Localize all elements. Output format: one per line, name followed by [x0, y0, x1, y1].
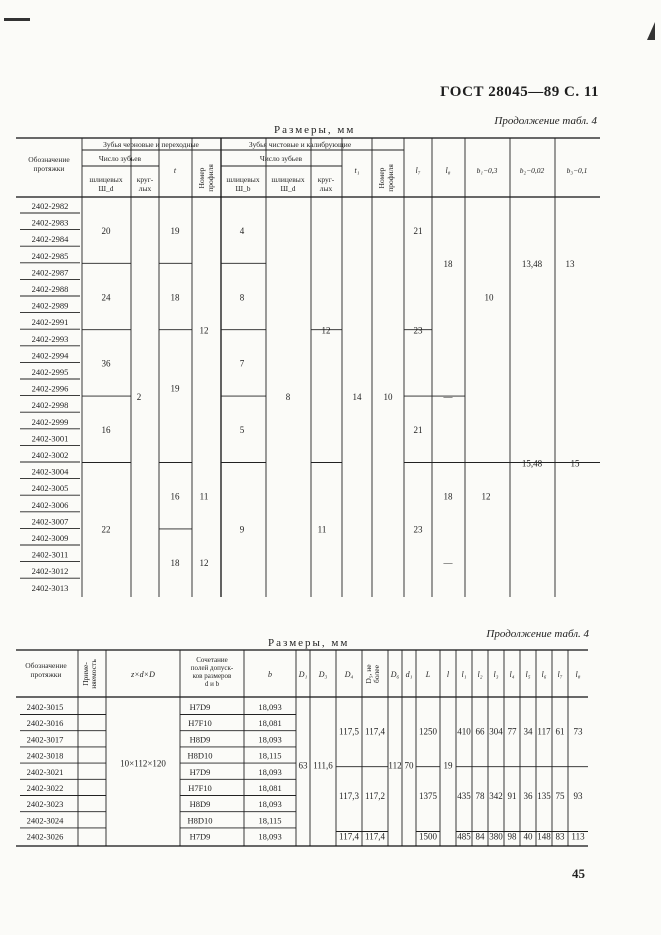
- designation-cell-2: 2402-3015: [26, 702, 64, 712]
- l2-value: 78: [475, 791, 485, 802]
- l8-value: 93: [573, 791, 583, 802]
- b-cell: 18,115: [258, 750, 282, 761]
- b-cell: 18,093: [258, 799, 282, 810]
- header2-l2: l₂: [477, 670, 483, 679]
- header-t1: t₁: [354, 166, 360, 175]
- designation-cell: 2402-3013: [31, 582, 69, 593]
- b1-value: 10: [484, 292, 494, 303]
- designation-cell: 2402-2985: [31, 250, 69, 261]
- D5-value: 117,4: [365, 726, 385, 737]
- header2-l1: l₁: [461, 670, 467, 679]
- L-value: 1250: [419, 726, 437, 737]
- l5-value: 34: [523, 726, 533, 737]
- l5-value: 36: [523, 791, 533, 802]
- designation-cell: 2402-2988: [31, 284, 69, 294]
- designation-cell: 2402-3009: [31, 533, 69, 543]
- spline-b-value: 5: [239, 425, 245, 436]
- l6-value: 148: [537, 831, 551, 842]
- designation-cell-2: 2402-3016: [26, 718, 64, 729]
- header2-D5: D₅, не: [364, 664, 373, 684]
- designation-cell: 2402-2987: [31, 267, 69, 278]
- fit-combo-cell: H7F10: [188, 718, 212, 729]
- teeth-count-value: 36: [101, 358, 111, 369]
- l1-value: 435: [457, 791, 471, 802]
- b-cell: 18,081: [258, 718, 282, 729]
- header2-designation: Обозначение: [25, 661, 67, 670]
- header2-zdD: z×d×D: [131, 670, 155, 679]
- designation-cell: 2402-3004: [31, 466, 69, 477]
- header-round-2: лых: [319, 184, 333, 193]
- designation-cell-2: 2402-3018: [26, 750, 64, 761]
- l7-value: 61: [555, 726, 565, 737]
- header-profile-no-2: профиля: [386, 164, 395, 192]
- l6-value: 135: [537, 791, 551, 802]
- header-finish-teeth: Зубья чистовые и калибрующие: [248, 140, 352, 149]
- designation-cell: 2402-2989: [31, 300, 69, 311]
- profile-value: 11: [199, 491, 209, 502]
- header-l8: l₈: [445, 166, 451, 175]
- designation-cell: 2402-2994: [31, 350, 69, 361]
- designation-cell: 2402-3002: [31, 450, 69, 460]
- dimensions-caption-2: Размеры, мм: [268, 637, 350, 649]
- D4-value: 117,5: [339, 726, 359, 737]
- designation-cell-2: 2402-3021: [26, 766, 64, 777]
- spline-b-value: 4: [239, 225, 245, 236]
- D4-value: 117,4: [339, 831, 359, 842]
- l8-value: 73: [573, 726, 583, 737]
- header2-l4: l₄: [509, 670, 515, 679]
- b-cell: 18,093: [258, 831, 282, 842]
- L-value: 1500: [419, 831, 437, 842]
- designation-cell: 2402-3012: [31, 566, 69, 577]
- spline-b-value: 9: [239, 524, 245, 535]
- designation-cell: 2402-2993: [31, 333, 69, 344]
- table-continuation-note-2: Продолжение табл. 4: [486, 628, 589, 640]
- D6-value: 112: [388, 760, 402, 771]
- designation-cell: 2402-3006: [31, 499, 69, 510]
- b2-value: 15,48: [521, 458, 543, 469]
- header-profile-no: профиля: [206, 164, 215, 192]
- l5-value: 40: [523, 831, 533, 842]
- l2-value: 84: [475, 831, 485, 842]
- l7-value: 23: [413, 325, 423, 336]
- D4-value: 117,3: [339, 791, 359, 802]
- dimensions-caption: Размеры, мм: [274, 124, 356, 136]
- D5-value: 117,2: [365, 791, 385, 802]
- fit-combo-cell: H8D10: [187, 815, 213, 826]
- t-value: 19: [170, 383, 180, 394]
- header2-designation: протяжки: [30, 670, 62, 679]
- header-designation: Обозначение: [28, 155, 70, 164]
- header-rough-teeth: Зубья черновые и переходные: [103, 140, 199, 149]
- header2-L: L: [425, 670, 431, 679]
- header-spline-d: Ш_d: [280, 184, 296, 193]
- l7-value: 21: [413, 225, 423, 236]
- spline-b-value: 7: [239, 358, 245, 369]
- designation-cell: 2402-2996: [31, 383, 69, 394]
- L-value: 1375: [419, 791, 437, 802]
- designation-cell-2: 2402-3026: [26, 831, 64, 842]
- header-profile-no-2: Номер: [377, 167, 386, 189]
- header2-D5: более: [372, 665, 381, 683]
- b3-value: 13: [565, 259, 575, 270]
- teeth-count-value: 24: [101, 292, 111, 303]
- spline-d-value: 8: [285, 391, 291, 402]
- teeth-count-value: 22: [101, 524, 111, 535]
- header2-l8: l₈: [575, 670, 581, 679]
- header-profile-no: Номер: [197, 167, 206, 189]
- l3-value: 342: [489, 791, 503, 802]
- b-cell: 18,093: [258, 766, 282, 777]
- designation-cell-2: 2402-3022: [26, 783, 64, 793]
- header2-fit-combo: Сочетание: [196, 656, 228, 664]
- teeth-count-value: 16: [101, 425, 111, 436]
- b-cell: 18,093: [258, 702, 282, 712]
- table-continuation-note: Продолжение табл. 4: [494, 115, 597, 127]
- l7-value: 83: [555, 831, 565, 842]
- l8-value: 113: [571, 831, 585, 842]
- designation-cell: 2402-2991: [31, 317, 69, 328]
- header2-applicability: Приме-: [81, 662, 90, 686]
- header2-fit-combo: полей допуск-: [190, 664, 234, 672]
- l-value: 19: [443, 760, 453, 771]
- header-round: круг-: [136, 175, 154, 184]
- designation-cell: 2402-2983: [31, 217, 69, 228]
- D3-value: 111,6: [313, 760, 333, 771]
- t-value: 18: [170, 292, 180, 303]
- designation-cell: 2402-3001: [31, 433, 69, 444]
- header-b3: b₃−0,1: [566, 166, 588, 175]
- designation-cell: 2402-2995: [31, 367, 69, 377]
- d1-value: 70: [404, 760, 414, 771]
- fit-combo-cell: H7D9: [189, 766, 211, 777]
- header-t: t: [173, 166, 177, 175]
- page-number: 45: [572, 866, 585, 881]
- b-cell: 18,081: [258, 783, 282, 793]
- l7-value: 75: [555, 791, 565, 802]
- header-round: лых: [138, 184, 152, 193]
- header-b1: b₁−0,3: [476, 166, 498, 175]
- b-cell: 18,093: [258, 734, 282, 745]
- designation-cell: 2402-2998: [31, 400, 69, 411]
- l1-value: 410: [457, 726, 471, 737]
- designation-cell: 2402-2999: [31, 416, 69, 427]
- t-value: 16: [170, 491, 180, 502]
- fit-combo-cell: H8D9: [189, 799, 211, 810]
- designation-cell-2: 2402-3017: [26, 734, 64, 745]
- fit-combo-cell: H7F10: [188, 783, 212, 793]
- header-spline: Ш_d: [98, 184, 114, 193]
- l4-value: 91: [507, 791, 517, 802]
- header-l7: l₇: [415, 166, 421, 175]
- spline-b-value: 8: [239, 292, 245, 303]
- round-teeth-value-2: 12: [321, 325, 331, 336]
- header2-D3: D₃: [318, 670, 328, 679]
- l8-value: 18: [443, 491, 453, 502]
- zdD-value: 10×112×120: [120, 758, 166, 769]
- l4-value: 77: [507, 726, 517, 737]
- fit-combo-cell: H8D10: [187, 750, 213, 761]
- designation-cell: 2402-3005: [31, 483, 69, 494]
- D5-value: 117,4: [365, 831, 385, 842]
- t-value: 19: [170, 225, 180, 236]
- profile-value-2: 10: [383, 391, 393, 402]
- header2-l3: l₃: [493, 670, 499, 679]
- header-b2: b₂−0,02: [519, 166, 545, 175]
- l3-value: 380: [489, 831, 503, 842]
- header2-D1: D₁: [298, 670, 308, 679]
- header2-d1: d₁: [405, 670, 413, 679]
- l7-value: 23: [413, 524, 423, 535]
- l2-value: 66: [475, 726, 485, 737]
- header2-b: b: [268, 670, 272, 679]
- profile-value: 12: [199, 325, 209, 336]
- designation-cell: 2402-2982: [31, 201, 69, 211]
- header2-applicability: няемость: [89, 659, 98, 689]
- designation-cell-2: 2402-3024: [26, 815, 64, 826]
- header2-l6: l₆: [541, 670, 547, 679]
- profile-value: 12: [199, 557, 209, 568]
- header2-D6: D₆: [390, 670, 400, 679]
- header-designation: протяжки: [33, 164, 65, 173]
- t1-value: 14: [352, 391, 362, 402]
- page-header: ГОСТ 28045—89 С. 11: [440, 84, 599, 100]
- fit-combo-cell: H7D9: [189, 702, 211, 712]
- header-spline-d: шлицевых: [271, 175, 305, 184]
- b-cell: 18,115: [258, 815, 282, 826]
- designation-cell: 2402-2984: [31, 234, 69, 245]
- header2-l7: l₇: [557, 670, 563, 679]
- l7-value: 21: [413, 425, 423, 436]
- header-spline-b: шлицевых: [226, 175, 260, 184]
- round-teeth-value-2: 11: [317, 524, 327, 535]
- designation-cell: 2402-3011: [31, 549, 69, 560]
- designation-cell: 2402-3007: [31, 516, 69, 527]
- l8-value: —: [443, 391, 453, 402]
- header2-fit-combo: d и b: [204, 680, 220, 688]
- header2-D4: D₄: [344, 670, 354, 679]
- header-round-2: круг-: [317, 175, 335, 184]
- l6-value: 117: [537, 726, 551, 737]
- header2-fit-combo: ков размеров: [192, 672, 232, 680]
- t-value: 18: [170, 557, 180, 568]
- header-teeth-count: Число зубьев: [98, 154, 142, 163]
- header2-l: l: [446, 670, 450, 679]
- l4-value: 98: [507, 831, 517, 842]
- l8-value: —: [443, 557, 453, 568]
- l8-value: 18: [443, 259, 453, 270]
- header2-l5: l₅: [525, 670, 531, 679]
- header-spline-b: Ш_b: [235, 184, 251, 193]
- b1-value: 12: [481, 491, 491, 502]
- designation-cell-2: 2402-3023: [26, 799, 64, 810]
- b2-value: 13,48: [521, 259, 543, 270]
- b3-value: 15: [570, 458, 580, 469]
- fit-combo-cell: H8D9: [189, 734, 211, 745]
- header-spline: шлицевых: [89, 175, 123, 184]
- D1-value: 63: [298, 760, 308, 771]
- teeth-count-value: 20: [101, 225, 111, 236]
- header-teeth-count-2: Число зубьев: [259, 154, 303, 163]
- round-teeth-value: 2: [136, 391, 142, 402]
- fit-combo-cell: H7D9: [189, 831, 211, 842]
- l3-value: 304: [489, 726, 503, 737]
- l1-value: 485: [457, 831, 471, 842]
